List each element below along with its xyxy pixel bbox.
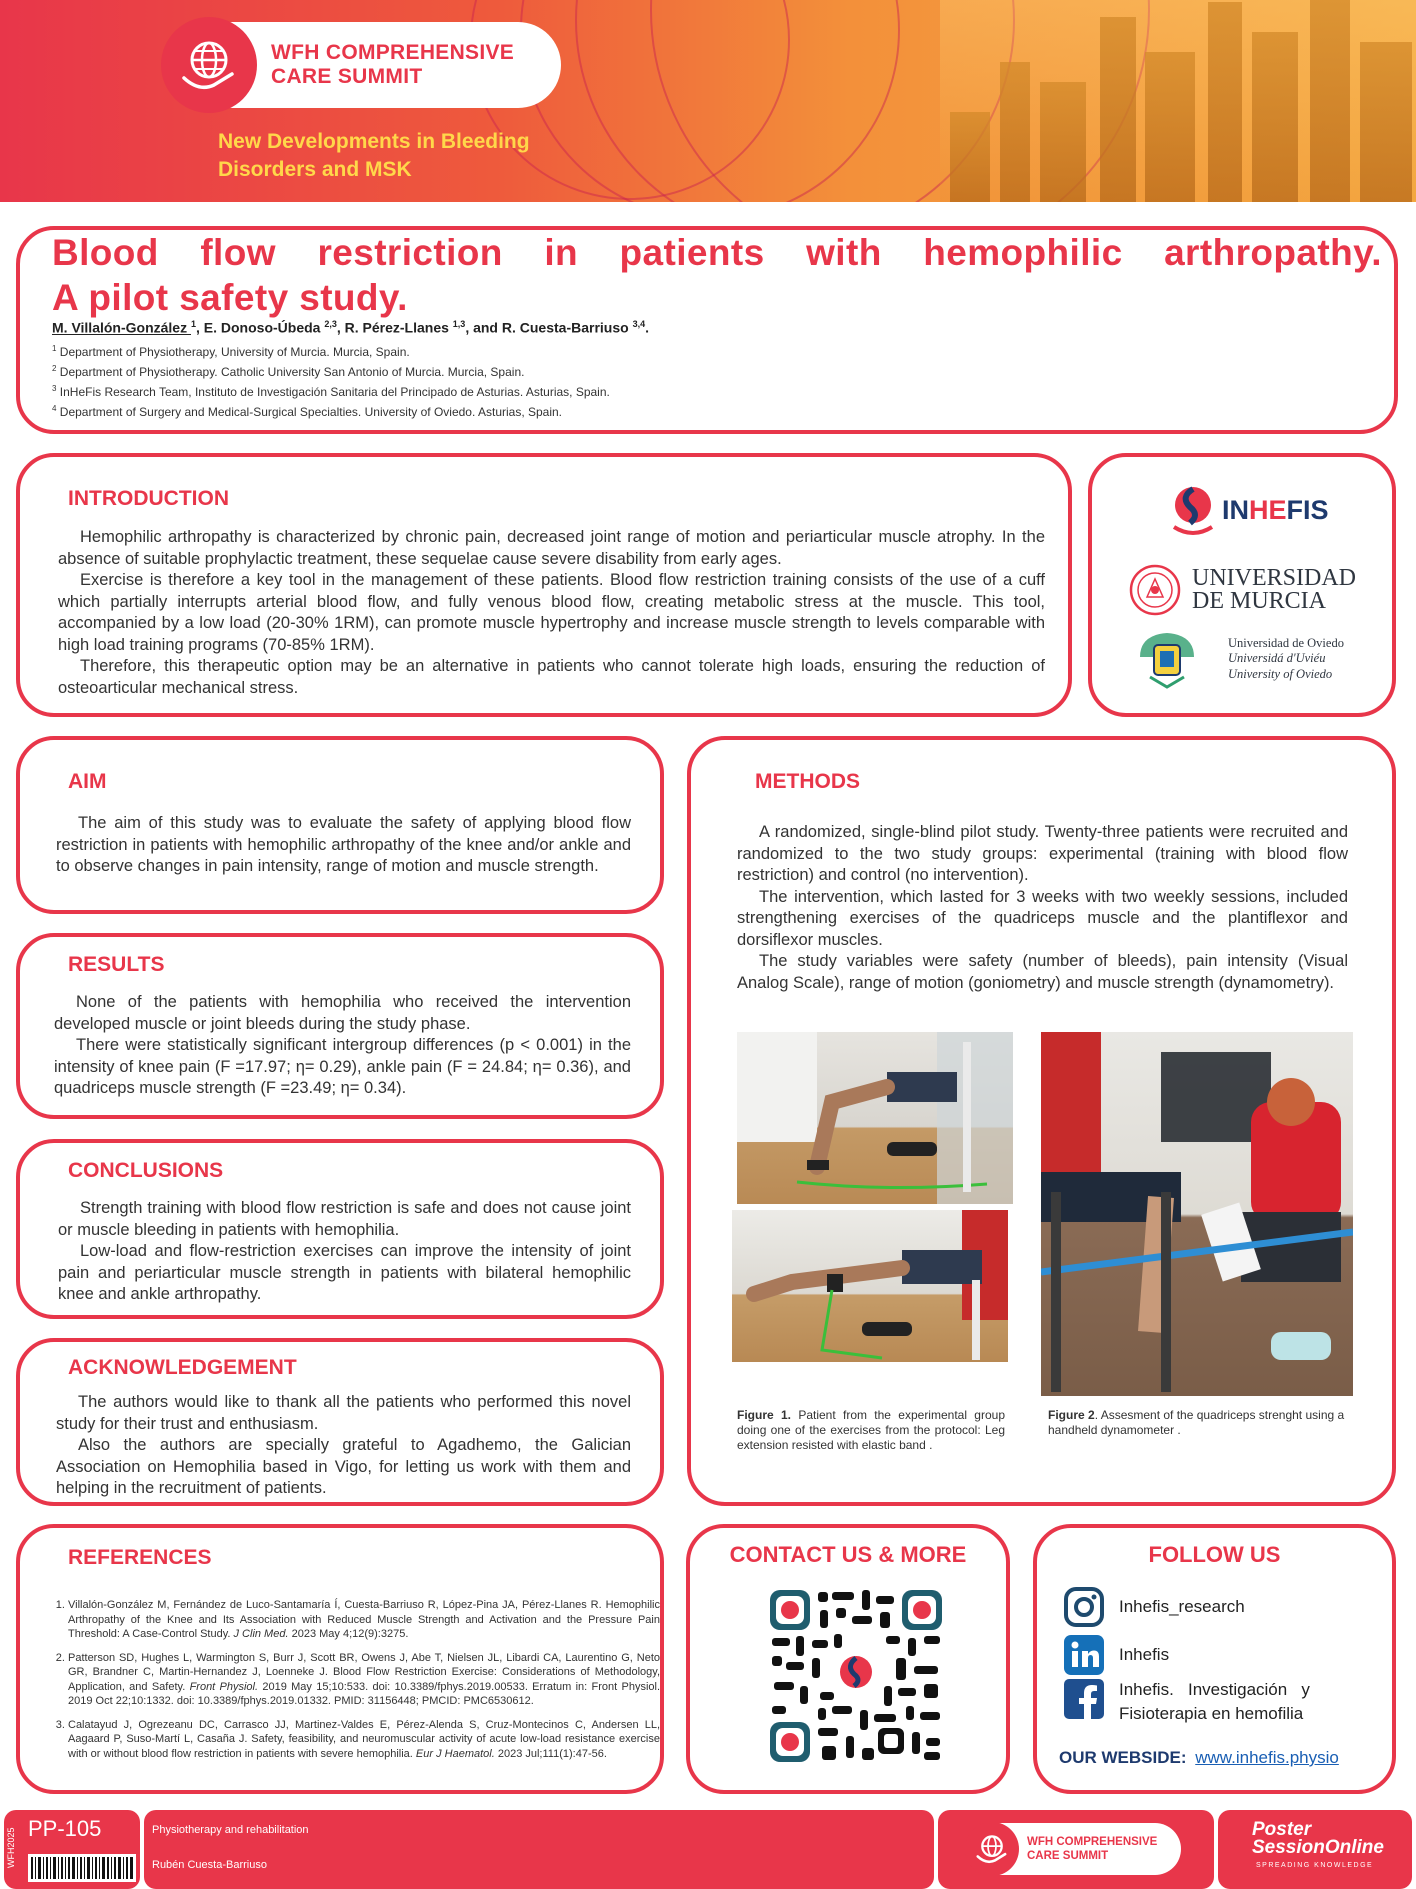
follow-heading: FOLLOW US [1148, 1542, 1281, 1567]
city-skyline-image [940, 0, 1416, 202]
author-list: M. Villalón-González $^1$, E. Donoso-Úbeda $^{2,3}$, R. Pérez-Llanes $^{1,3}$, and R. Cuesta-Barriuso $^{3,4}$. [52, 319, 649, 336]
contact-heading: CONTACT US & MORE [729, 1542, 967, 1567]
oviedo-coat-of-arms-icon [1132, 627, 1202, 691]
reference-item: 1. Villalón-González M, Fernández de Luco-Santamaría Í, Cuesta-Barriuso R, López-Pina JA, Pérez-Llanes R. Hemophilic Arthropathy of the Knee and Its Association with Reduced Muscle Strength and Activation and the Pressure Pain Threshold: A Case-Control Study. J Clin Med. 2023 May 4;12(9):3275. [68, 1598, 660, 1642]
affiliation: $^4$ Department of Surgery and Medical-Surgical Specialties. University of Oviedo. Asturias, Spain. [52, 404, 563, 419]
summit-subtitle: New Developments in Bleeding Disorders and MSK [218, 130, 530, 181]
figure1-photo-top [737, 1032, 1013, 1204]
figure1-caption: Figure 1. Patient from the experimental group doing one of the exercises from the protocol: Leg extension resisted with elastic band . [737, 1408, 1005, 1452]
title-panel [16, 226, 1398, 434]
linkedin-link[interactable]: Inhefis [1063, 1634, 1169, 1676]
facebook-link[interactable]: Inhefis. Investigación y Fisioterapia en hemofilia [1063, 1678, 1341, 1726]
author-name: M. Villalón-González [52, 319, 191, 336]
results-panel [16, 933, 664, 1119]
murcia-seal-icon [1128, 563, 1182, 617]
inhefis-emblem-icon [1168, 483, 1218, 537]
qr-code-icon [768, 1588, 944, 1764]
session-info-box [144, 1810, 934, 1889]
contact-panel [686, 1524, 1010, 1794]
results-heading: RESULTS [68, 953, 165, 976]
conclusions-heading: CONCLUSIONS [68, 1159, 224, 1182]
references-heading: REFERENCES [68, 1546, 212, 1569]
results-body: None of the patients with hemophilia who received the intervention developed muscle or joint bleeds during the study phase. There were statistically significant intergroup differences (p < 0.001) in the intensity of knee pain (F =17.97; η= 0.29), ankle pain (F = 24.84; η= 0.36), and quadriceps muscle strength (F =23.49; η= 0.34). [54, 993, 631, 1097]
institution-logos-panel [1088, 453, 1396, 717]
reference-item: 3. Calatayud J, Ogrezeanu DC, Carrasco JJ, Martinez-Valdes E, Pérez-Alenda S, Cruz-Montecinos C, Andersen LL, Aagaard P, Suso-Martí L, Casaña J. Safety, feasibility, and neuromuscular activity of acute low-load resistance exercise with or without blood flow restriction in patients with severe hemophilia. Eur J Haematol. 2023 Jul;111(1):47-56. [68, 1718, 660, 1762]
footer [0, 1810, 1416, 1889]
affiliation: $^1$ Department of Physiotherapy, University of Murcia. Murcia, Spain. [52, 344, 410, 359]
reference-list [38, 1598, 660, 1770]
affiliation: $^2$ Department of Physiotherapy. Catholic University San Antonio of Murcia. Murcia, Spain. [52, 364, 525, 379]
barcode [28, 1854, 136, 1882]
facebook-icon [1063, 1678, 1105, 1720]
methods-body: A randomized, single-blind pilot study. Twenty-three patients were recruited and randomized to the two study groups: experimental (training with blood flow restriction) and control (no intervention). The intervention, which lasted for 3 weeks with two weekly sessions, included strengthening exercises of the quadriceps muscle and the plantiflexor and dorsiflexor muscles. The study variables were safety (number of bleeds), pain intensity (Visual Analog Scale), range of motion (goniometry) and muscle strength (dynamometry). [737, 823, 1348, 992]
footer-summit-logo: WFH COMPREHENSIVE CARE SUMMIT [969, 1823, 1181, 1875]
methods-heading: METHODS [755, 770, 860, 793]
website-row: OUR WEBSIDE: www.inhefis.physio [1059, 1748, 1339, 1767]
introduction-body: Hemophilic arthropathy is characterized by chronic pain, decreased joint range of motion and periarticular muscle atrophy. In the absence of suitable prophylactic treatment, these sequelae cause severe disability from early ages. Exercise is therefore a key tool in the management of these patients. Blood flow restriction training consists of the use of a cuff which partially interrupts arterial blood flow, and fully venous blood flow, creating metabolic stress at the muscle. This tool, accompanied by a low load (20-30% 1RM), can promote muscle hypertrophy and increase muscle strength to levels comparable with high load training programs (70-85% 1RM). Therefore, this therapeutic option may be an alternative in patients who cannot tolerate high loads, ensuring the reduction of osteoarticular mechanical stress. [58, 528, 1045, 697]
qr-code[interactable] [768, 1588, 944, 1769]
poster-id-box [4, 1810, 140, 1889]
wfh-summit-logo [163, 22, 561, 108]
acknowledgement-heading: ACKNOWLEDGEMENT [68, 1356, 297, 1379]
website-link[interactable]: www.inhefis.physio [1195, 1748, 1339, 1767]
poster-id: PP-105 [28, 1816, 102, 1841]
conclusions-body: Strength training with blood flow restriction is safe and does not cause joint or muscle bleeding in patients with hemophilia. Low-load and flow-restriction exercises can improve the intensity of joint pain and periarticular muscle strength in patients with bilateral hemophilic knee and ankle arthropathy. [58, 1199, 631, 1303]
figure2-caption: Figure 2. Assesment of the quadriceps strenght using a handheld dynamometer . [1048, 1408, 1345, 1437]
aim-body: The aim of this study was to evaluate the safety of applying blood flow restriction in patients with hemophilic arthropathy of the knee and/or ankle and to observe changes in pain intensity, range of motion and muscle strength. [56, 814, 631, 875]
side-code: WFH2025 [6, 1827, 16, 1869]
presenter-name: Rubén Cuesta-Barriuso [152, 1859, 267, 1871]
instagram-icon [1063, 1586, 1105, 1628]
session-category: Physiotherapy and rehabilitation [152, 1824, 309, 1836]
linkedin-icon [1063, 1634, 1105, 1676]
poster-title: Blood flow restriction in patients with hemophilic arthropathy. A pilot safety study. [52, 232, 1382, 318]
universidad-de-murcia-logo: UNIVERSIDAD DE MURCIA [1128, 563, 1356, 617]
inhefis-logo: INHEFIS [1168, 483, 1329, 537]
affiliation: $^3$ InHeFis Research Team, Instituto de Investigación Sanitaria del Principado de Asturias. Asturias, Spain. [52, 384, 610, 399]
summit-name-line2: CARE SUMMIT [271, 65, 423, 88]
introduction-panel [16, 453, 1072, 717]
figure1-photo-bottom [732, 1210, 1008, 1362]
poster-session-online-logo: Poster SessionOnline SPREADING KNOWLEDGE [1218, 1810, 1412, 1889]
aim-panel [16, 736, 664, 914]
header-banner [0, 0, 1416, 202]
footer-summit-logo-box [938, 1810, 1214, 1889]
acknowledgement-panel [16, 1338, 664, 1506]
globe-hand-icon [965, 1822, 1019, 1876]
references-panel [16, 1524, 664, 1794]
aim-heading: AIM [68, 770, 107, 793]
acknowledgement-body: The authors would like to thank all the patients who performed this novel study for their trust and enthusiasm. Also the authors are specially grateful to Agadhemo, the Galician Association on Hemophilia based in Vigo, for letting us work with them and helping in the recruitment of patients. [56, 1393, 631, 1497]
reference-item: 2. Patterson SD, Hughes L, Warmington S, Burr J, Scott BR, Owens J, Abe T, Nielsen JL, Libardi CA, Laurentino G, Neto GR, Brandner C, Martin-Hernandez J, Loenneke J. Blood Flow Restriction Exercise: Considerations of Methodology, Application, and Safety. Front Physiol. 2019 May 15;10:533. doi: 10.3389/fphys.2019.00533. Erratum in: Front Physiol. 2019 Oct 22;10:1332. doi: 10.3389/fphys.2019.01332. PMID: 31156448; PMCID: PMC6530612. [68, 1651, 660, 1709]
figure2-photo [1041, 1032, 1353, 1396]
follow-us-panel [1033, 1524, 1396, 1794]
methods-panel [687, 736, 1396, 1506]
universidad-de-oviedo-logo: Universidad de Oviedo Universidá d'Uviéu University of Oviedo [1132, 627, 1344, 691]
instagram-link[interactable]: Inhefis_research [1063, 1586, 1245, 1628]
summit-name-line1: WFH COMPREHENSIVE [271, 41, 515, 64]
introduction-heading: INTRODUCTION [68, 487, 229, 510]
conclusions-panel [16, 1139, 664, 1319]
globe-hand-icon [161, 17, 257, 113]
